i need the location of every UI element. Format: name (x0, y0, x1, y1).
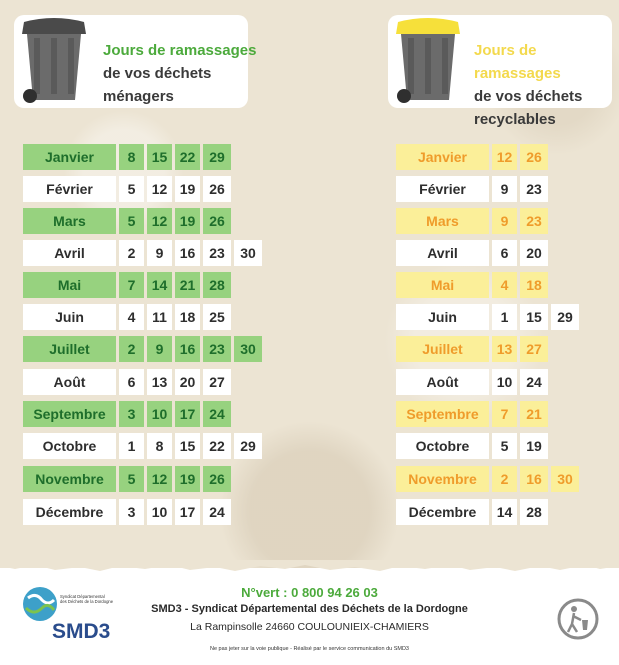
day-cell: 13 (147, 369, 172, 395)
day-cell: 7 (119, 272, 144, 298)
day-cell: 9 (147, 240, 172, 266)
month-label: Février (23, 176, 116, 202)
day-cell: 19 (175, 176, 200, 202)
month-label: Décembre (23, 499, 116, 525)
day-cell: 17 (175, 499, 200, 525)
recyclables-title-line3: recyclables (474, 111, 556, 128)
day-cell: 10 (492, 369, 517, 395)
month-label: Mai (396, 272, 489, 298)
day-cell: 9 (492, 208, 517, 234)
day-cell: 1 (119, 433, 144, 459)
day-cell: 2 (119, 240, 144, 266)
day-cell: 17 (175, 401, 200, 427)
day-cell: 4 (119, 304, 144, 330)
day-cell: 1 (492, 304, 517, 330)
day-cell: 26 (203, 176, 231, 202)
footer-org: SMD3 - Syndicat Départemental des Déchets de la Dordogne (151, 603, 468, 615)
day-cell: 30 (234, 240, 262, 266)
day-cell: 16 (520, 466, 548, 492)
day-cell: 20 (520, 240, 548, 266)
month-label: Juin (396, 304, 489, 330)
day-cell: 8 (119, 144, 144, 170)
day-cell: 19 (520, 433, 548, 459)
day-cell: 15 (520, 304, 548, 330)
day-cell: 19 (175, 466, 200, 492)
month-label: Mars (396, 208, 489, 234)
footer-phone: N°vert : 0 800 94 26 03 (241, 585, 378, 600)
day-cell: 27 (203, 369, 231, 395)
day-cell: 6 (492, 240, 517, 266)
recyclables-title (474, 39, 619, 131)
month-label: Septembre (396, 401, 489, 427)
torn-edge (0, 560, 619, 574)
day-cell: 3 (119, 401, 144, 427)
logo-text: SMD3 (52, 620, 111, 643)
day-cell: 14 (492, 499, 517, 525)
day-cell: 15 (147, 144, 172, 170)
menagers-title (103, 39, 256, 108)
day-cell: 23 (520, 176, 548, 202)
footer-notice: Ne pas jeter sur la voie publique - Réalisé par le service communication du SMD3 (209, 646, 409, 652)
month-label: Octobre (396, 433, 489, 459)
logo-small-2: des Déchets de la Dordogne (60, 599, 114, 604)
month-label: Août (23, 369, 116, 395)
day-cell: 2 (492, 466, 517, 492)
day-cell: 14 (147, 272, 172, 298)
day-cell: 5 (492, 433, 517, 459)
day-cell: 21 (175, 272, 200, 298)
month-label: Avril (396, 240, 489, 266)
day-cell: 21 (520, 401, 548, 427)
menagers-title-line1: Jours de ramassages (103, 42, 257, 59)
month-label: Décembre (396, 499, 489, 525)
month-label: Octobre (23, 433, 116, 459)
day-cell: 23 (203, 336, 231, 362)
footer-address: La Rampinsolle 24660 COULOUNIEIX-CHAMIERS (190, 621, 429, 633)
day-cell: 26 (203, 208, 231, 234)
day-cell: 25 (203, 304, 231, 330)
day-cell: 4 (492, 272, 517, 298)
day-cell: 12 (147, 208, 172, 234)
recycle-person-icon (557, 598, 599, 640)
month-label: Janvier (23, 144, 116, 170)
day-cell: 23 (203, 240, 231, 266)
day-cell: 12 (147, 466, 172, 492)
day-cell: 15 (175, 433, 200, 459)
day-cell: 12 (492, 144, 517, 170)
day-cell: 22 (175, 144, 200, 170)
day-cell: 27 (520, 336, 548, 362)
recyclables-title-line1: Jours de ramassages (474, 42, 561, 82)
day-cell: 26 (520, 144, 548, 170)
menagers-title-line2: de vos déchets (103, 65, 212, 82)
day-cell: 8 (147, 433, 172, 459)
day-cell: 5 (119, 466, 144, 492)
day-cell: 6 (119, 369, 144, 395)
day-cell: 9 (147, 336, 172, 362)
day-cell: 26 (203, 466, 231, 492)
day-cell: 3 (119, 499, 144, 525)
day-cell: 29 (551, 304, 579, 330)
day-cell: 16 (175, 336, 200, 362)
menagers-title-line3: ménagers (103, 88, 174, 105)
day-cell: 10 (147, 499, 172, 525)
day-cell: 28 (203, 272, 231, 298)
day-cell: 16 (175, 240, 200, 266)
month-label: Juillet (23, 336, 116, 362)
month-label: Septembre (23, 401, 116, 427)
day-cell: 19 (175, 208, 200, 234)
month-label: Juillet (396, 336, 489, 362)
day-cell: 10 (147, 401, 172, 427)
day-cell: 30 (234, 336, 262, 362)
logo-small-1: Syndicat Départemental (60, 594, 105, 599)
bin-lid (396, 18, 460, 34)
bin-lid (22, 18, 86, 34)
day-cell: 29 (234, 433, 262, 459)
day-cell: 30 (551, 466, 579, 492)
month-label: Mai (23, 272, 116, 298)
day-cell: 7 (492, 401, 517, 427)
day-cell: 24 (203, 499, 231, 525)
day-cell: 18 (175, 304, 200, 330)
month-label: Avril (23, 240, 116, 266)
day-cell: 13 (492, 336, 517, 362)
day-cell: 24 (203, 401, 231, 427)
recyclables-title-line2: de vos déchets (474, 88, 583, 105)
day-cell: 9 (492, 176, 517, 202)
day-cell: 5 (119, 176, 144, 202)
day-cell: 18 (520, 272, 548, 298)
day-cell: 24 (520, 369, 548, 395)
month-label: Février (396, 176, 489, 202)
day-cell: 22 (203, 433, 231, 459)
month-label: Mars (23, 208, 116, 234)
month-label: Janvier (396, 144, 489, 170)
day-cell: 29 (203, 144, 231, 170)
month-label: Juin (23, 304, 116, 330)
month-label: Novembre (396, 466, 489, 492)
day-cell: 2 (119, 336, 144, 362)
day-cell: 5 (119, 208, 144, 234)
month-label: Novembre (23, 466, 116, 492)
month-label: Août (396, 369, 489, 395)
day-cell: 12 (147, 176, 172, 202)
day-cell: 20 (175, 369, 200, 395)
yellow-lid-bin-icon (392, 14, 464, 106)
day-cell: 28 (520, 499, 548, 525)
day-cell: 23 (520, 208, 548, 234)
grey-bin-icon (18, 14, 90, 106)
day-cell: 11 (147, 304, 172, 330)
